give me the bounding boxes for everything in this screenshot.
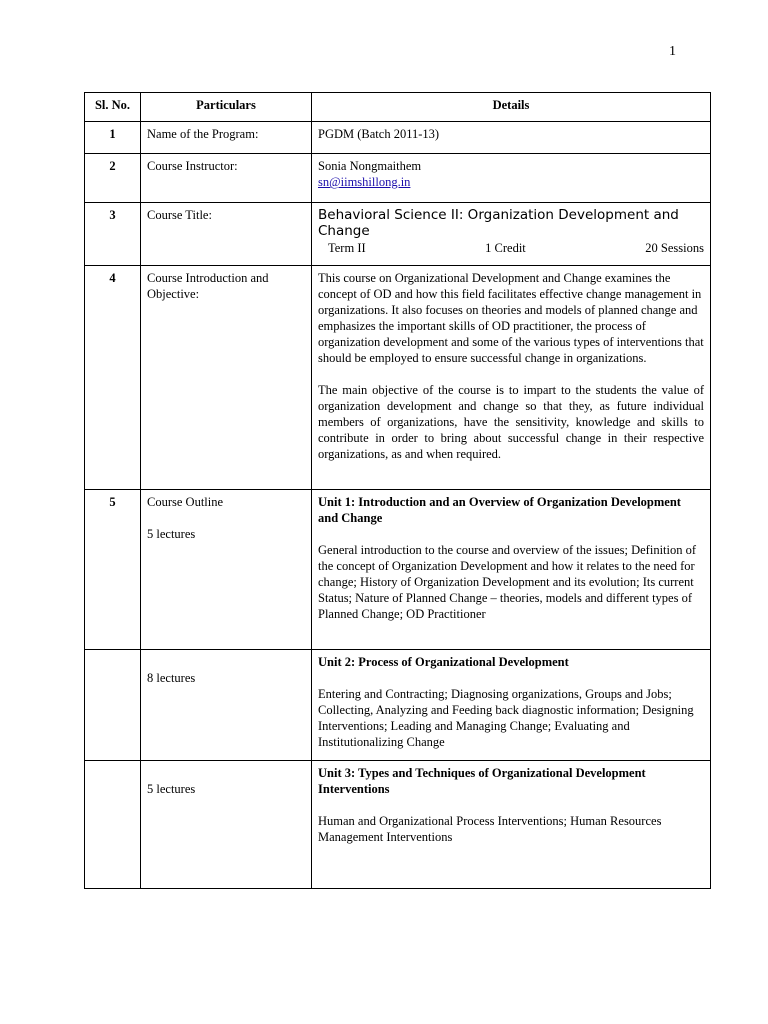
unit-cell bbox=[312, 761, 711, 889]
table-row bbox=[85, 122, 711, 154]
lecture-count: 8 lectures bbox=[147, 671, 196, 685]
credit: 1 Credit bbox=[485, 241, 526, 255]
row-number: 1 bbox=[85, 122, 141, 154]
header-particulars: Particulars bbox=[141, 93, 312, 122]
unit-description: Human and Organizational Process Interventions; Human Resources Management Interventions bbox=[318, 814, 662, 844]
table-row bbox=[85, 266, 711, 490]
lecture-count: 5 lectures bbox=[147, 527, 196, 541]
row-particular bbox=[141, 490, 312, 650]
course-title: Behavioral Science II: Organization Development and Change bbox=[318, 207, 679, 239]
row-particular: Course Instructor: bbox=[141, 154, 312, 203]
course-intro-cell bbox=[312, 266, 711, 490]
table-row bbox=[85, 490, 711, 650]
program-name: PGDM (Batch 2011-13) bbox=[312, 122, 711, 154]
term-line bbox=[318, 240, 704, 256]
row-particular: Name of the Program: bbox=[141, 122, 312, 154]
table-row bbox=[85, 761, 711, 889]
table-row bbox=[85, 650, 711, 761]
course-outline-table bbox=[84, 92, 711, 889]
row-particular: Course Introduction and Objective: bbox=[141, 266, 312, 490]
row-number: 5 bbox=[85, 490, 141, 650]
instructor-cell bbox=[312, 154, 711, 203]
table-row bbox=[85, 154, 711, 203]
unit-heading: Unit 1: Introduction and an Overview of Organization Development and Change bbox=[318, 495, 681, 525]
row-number: 2 bbox=[85, 154, 141, 203]
unit-heading: Unit 3: Types and Techniques of Organizational Development Interventions bbox=[318, 766, 646, 796]
objective-paragraph: The main objective of the course is to impart to the students the value of organization development and change so that they, as future individual members of organizations, have the sensitivity, knowledge and skills to contribute in order to bring about successful change in their respective organizations, as and when required. bbox=[318, 383, 704, 461]
page-number: 1 bbox=[669, 44, 676, 59]
sessions: 20 Sessions bbox=[645, 241, 704, 255]
table-row bbox=[85, 203, 711, 266]
unit-cell bbox=[312, 650, 711, 761]
instructor-email-link[interactable]: sn@iimshillong.in bbox=[318, 175, 411, 189]
intro-paragraph: This course on Organizational Development and Change examines the concept of OD and how this field facilitates effective change management in organizations. It also focuses on theories and models of planned change and emphasizes the important skills of OD practitioner, the process of organization development and some of the various types of interventions that should be employed to ensure successful change in organizations. bbox=[318, 271, 704, 365]
lecture-count: 5 lectures bbox=[147, 782, 196, 796]
unit-heading: Unit 2: Process of Organizational Development bbox=[318, 655, 569, 669]
unit-description: Entering and Contracting; Diagnosing organizations, Groups and Jobs; Collecting, Analyzing and Feeding back diagnostic information; Designing Interventions; Leading and Managing Change; Evaluating and Institutionalizing Change bbox=[318, 687, 694, 749]
unit-cell bbox=[312, 490, 711, 650]
course-title-cell bbox=[312, 203, 711, 266]
table-header-row bbox=[85, 93, 711, 122]
row-particular bbox=[141, 650, 312, 761]
row-particular bbox=[141, 761, 312, 889]
course-outline-label: Course Outline bbox=[147, 495, 224, 509]
header-details: Details bbox=[312, 93, 711, 122]
row-number: 3 bbox=[85, 203, 141, 266]
row-number: 4 bbox=[85, 266, 141, 490]
instructor-name: Sonia Nongmaithem bbox=[318, 159, 422, 173]
term: Term II bbox=[328, 241, 366, 255]
row-particular: Course Title: bbox=[141, 203, 312, 266]
header-sl-no: Sl. No. bbox=[85, 93, 141, 122]
unit-description: General introduction to the course and overview of the issues; Definition of the concept of Organization Development and how it relates to the need for change; History of Organization Development and its evolution; Its current Status; Nature of Planned Change – theories, models and different types of Planned Change; OD Practitioner bbox=[318, 543, 697, 621]
